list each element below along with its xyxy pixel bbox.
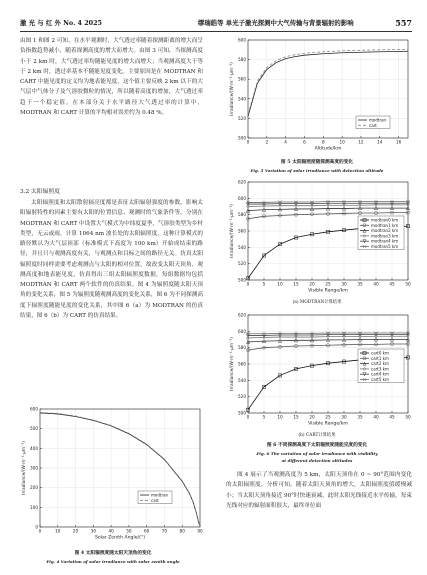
y-axis-label: Irradiance/(W·m⁻²·μm⁻¹) [230,337,235,391]
x-axis-label: Solar Zenith Angle/(°) [94,535,146,541]
legend-label: modtran1 km [371,222,399,228]
fig6a-subcaption: (a) MODTRAN计算结果 [292,300,342,305]
legend-label: modtran3 km [371,233,399,239]
y-tick-label: 600 [238,37,246,43]
x-tick-label: 2 [265,139,269,145]
y-tick-label: 200 [30,485,38,491]
x-tick-label: 16 [395,139,402,145]
x-tick-label: 5 [262,414,266,420]
running-title: 缪瑞皓等 单光子激光探测中大气传输与背景辐射的影响 [198,19,354,27]
legend-label: modtran2 km [371,228,399,234]
legend-label: cart2 km [371,361,389,367]
y-tick-label: 540 [238,244,246,250]
series-line-cart [40,413,200,526]
x-tick-label: 10 [277,414,283,420]
x-tick-label: 35 [357,281,363,287]
x-tick-label: 10 [55,528,61,534]
y-tick-label: 580 [238,57,246,63]
x-tick-label: 14 [377,139,383,145]
legend-label: modtran5 km [371,244,399,249]
x-tick-label: 0 [246,281,250,287]
legend-label: cart1 km [371,355,389,361]
y-tick-label: 520 [238,115,246,121]
x-tick-label: 6 [303,139,306,145]
section-heading: 3.2 太阳辐照度 [20,189,61,195]
y-tick-label: 580 [238,212,246,218]
x-tick-label: 80 [179,528,185,534]
x-tick-label: 45 [389,281,395,287]
legend-label: cart5 km [371,377,389,382]
x-tick-label: 10 [339,139,345,145]
journal-name: 激 光 与 红 外 No. 4 2025 [20,19,102,27]
fig4-chart [18,405,208,549]
header-rule [20,31,412,32]
x-tick-label: 40 [373,414,379,420]
legend-label: modtran4 km [371,238,399,244]
x-tick-label: 0 [246,414,250,420]
y-tick-label: 620 [238,312,246,318]
x-tick-label: 30 [341,281,347,287]
x-tick-label: 8 [321,139,325,145]
y-axis-label: Irradiance/(W·m⁻²·μm⁻¹) [230,62,235,116]
x-tick-label: 5 [262,281,266,287]
x-tick-label: 50 [405,281,411,287]
y-tick-label: 300 [30,465,38,471]
x-tick-label: 20 [309,414,315,420]
x-axis-label: Altitude/km [314,146,342,152]
legend-label: cart [369,122,377,128]
x-tick-label: 45 [389,414,395,420]
fig5-chart [222,36,414,158]
y-tick-label: 500 [238,410,246,416]
legend-label: cart [151,497,159,503]
y-tick-label: 600 [238,195,246,201]
x-tick-label: 70 [161,528,168,534]
right-column-body [226,470,412,511]
y-tick-label: 560 [238,361,246,367]
y-tick-label: 540 [238,377,246,383]
series-line-cart [248,49,408,114]
x-tick-label: 10 [277,281,283,287]
x-tick-label: 60 [143,528,150,534]
legend-label: modtran0 km [371,217,399,223]
y-tick-label: 560 [238,76,246,82]
running-header [20,18,412,30]
x-tick-label: 30 [90,528,97,534]
y-tick-label: 560 [238,228,246,234]
paragraph-results: 由图 1 和图 2 可知，在水平观测时，大气透过率随着探测距离的增大而呈负指数趋势减小，随着探测高度的增大而增大。由图 3 可知，当探测高度小于 2 km 时，大气透过率均随能见度的增大而增大；当观测高度大于等于 2 km 时，透过率基本不随能见度变化。主要原因是在 MODTRAN 和 CART 中能见度的定义均为地表能见度，这个值主要反映 2 km 以下的大气层中气体分子及气溶胶微粒的情况，所以随着高度的增加，大气透过率趋于一个稳定值。在本部分关于水平路径大气透过率的计算中，MODTRAN 和 CART 计算的平均相对误差约为 0.48 %。 [20,38,203,116]
y-tick-label: 540 [238,96,246,102]
left-column-body [20,198,203,321]
y-tick-label: 100 [30,504,38,510]
x-tick-label: 15 [293,281,299,287]
paragraph-fig4-analysis: 图 4 展示了当观测高度为 5 km，太阳天顶角在 0 ~ 90°范围内变化的太阳辐照度。分析可知，随着太阳天顶角的增大，太阳辐照度值缓慢减小；当太阳天顶角接近 90°时快速衰减，此时太阳光线接近水平传输，每束光线对应的辐射面积很大，最终单位面 [226,472,412,509]
fig6-caption-cn: 图 6 不同探测高度下太阳辐照度随能见度的变化 [266,443,368,448]
y-tick-label: 500 [30,426,38,432]
legend-label: cart3 km [371,366,389,372]
x-tick-label: 0 [246,139,250,145]
x-tick-label: 35 [357,414,363,420]
left-column-top [20,36,203,118]
y-tick-label: 500 [238,135,246,141]
x-tick-label: 50 [126,528,132,534]
legend-label: modtran [369,117,387,123]
fig5-caption-cn: 图 5 太阳辐照度随探测高度的变化 [280,160,354,165]
x-tick-label: 40 [108,528,114,534]
x-tick-label: 40 [373,281,379,287]
y-axis-label: Irradiance/(W·m⁻²·μm⁻¹) [230,204,235,258]
x-axis-label: Visible Range/km [308,288,348,294]
fig5-caption-en: Fig. 5 Variation of solar irradiance with detection altitude [250,168,384,173]
y-tick-label: 520 [238,261,246,267]
x-tick-label: 50 [405,414,411,420]
fig6b-chart [222,311,414,431]
y-tick-label: 520 [238,394,246,400]
y-tick-label: 0 [35,524,38,530]
x-axis-label: Visible Range/km [308,421,348,427]
fig6-caption-en-2: at different detection altitudes [281,458,353,463]
fig6b-subcaption: (b) CART计算结果 [298,433,336,438]
x-tick-label: 12 [358,139,364,145]
legend-label: cart4 km [371,371,389,377]
y-tick-label: 600 [238,328,246,334]
fig4-caption-cn: 图 4 太阳辐照度随太阳天顶角的变化 [74,551,152,556]
y-tick-label: 600 [30,406,38,412]
fig6a-chart [222,178,414,298]
x-tick-label: 30 [341,414,347,420]
x-tick-label: 20 [72,528,79,534]
x-tick-label: 20 [309,281,315,287]
x-tick-label: 15 [293,414,299,420]
legend-label: cart0 km [371,350,389,356]
y-tick-label: 400 [30,445,38,451]
fig4-caption-en: Fig. 4 Variation of solar irradiance with solar zenith angle [46,559,180,564]
y-tick-label: 500 [238,277,246,283]
x-tick-label: 25 [325,281,331,287]
page-number: 557 [395,18,412,28]
series-line-modtran [248,51,408,116]
series-line-modtran [40,413,200,526]
legend-label: modtran [151,492,169,498]
y-axis-label: Irradiance/(W·m⁻²·μm⁻¹) [22,441,27,495]
x-tick-label: 25 [325,414,331,420]
x-tick-label: 0 [38,528,42,534]
paragraph-irradiance: 太阳辐照度和太阳散射辐亮度都是表征太阳辐射强度的参数，影响太阳辐射特性的因素主要有太阳的位置信息、观测时的气象条件等。分别在 MODTRAN 和 CART 中设置大气模式为中纬度夏季，气溶胶类型为乡村类型，无云或雨，计算 1064 nm 波长处的太阳辐照度，这种计算模式的路径默认为大气层顶部（标准模式下高度为 100 km）开始成结束的路径，并且只与观测高度有关，与观测点和目标之间的路径无关。仿真太阳辐照度时同样需要考虑观测点与太阳的相对位置，故改变太阳天顶角、观测高度和地表能见度，仿真得出三组太阳辐照度数据，每组数据均包括 MODTRAN 和 CART 两个软件的仿真结果。图 4 为辐照度随太阳天顶角的变化关系，图 5 为辐照度随观测高度的变化关系，图 6 为不同探测高度下辐照度随能见度的变化关系，其中图 6（a）为 MODTRAN 的仿真结果，图 6（b）为 CART 的仿真结果。 [20,200,203,319]
x-tick-label: 4 [284,139,287,145]
x-tick-label: 90 [197,528,203,534]
fig6-caption-en-1: Fig. 6 The variation of solar irradiance with visibility [256,451,378,456]
y-tick-label: 620 [238,179,246,185]
y-tick-label: 580 [238,345,246,351]
